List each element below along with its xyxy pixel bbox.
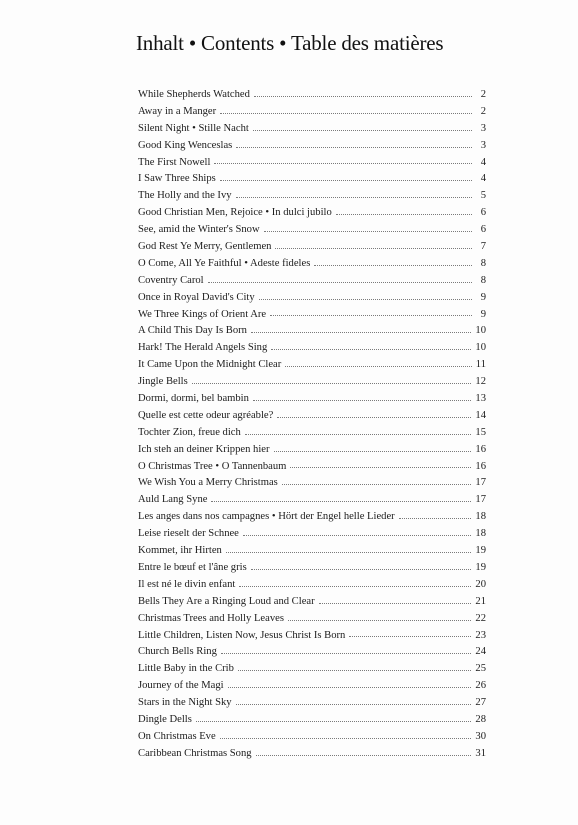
toc-entry-title: On Christmas Eve <box>138 730 216 742</box>
toc-entry-title: Quelle est cette odeur agréable? <box>138 409 274 421</box>
dot-leader <box>239 586 471 587</box>
toc-entry-page-number: 6 <box>480 224 486 236</box>
dot-leader <box>253 400 471 401</box>
toc-entry-page-number: 10 <box>475 342 486 354</box>
dot-leader <box>349 636 471 637</box>
toc-entry-title: A Child This Day Is Born <box>138 325 247 337</box>
toc-entry <box>138 509 486 526</box>
toc-entry-title: Church Bells Ring <box>138 646 217 658</box>
dot-leader <box>211 501 471 502</box>
toc-entry-page-number: 18 <box>475 511 486 523</box>
dot-leader <box>236 704 472 705</box>
toc-entry <box>138 492 486 509</box>
dot-leader <box>277 417 471 418</box>
toc-entry-page-number: 18 <box>475 528 486 540</box>
toc-entry-page-number: 27 <box>475 697 486 709</box>
dot-leader <box>220 738 472 739</box>
toc-entry-title: Il est né le divin enfant <box>138 578 236 590</box>
toc-entry-page-number: 28 <box>475 713 486 725</box>
toc-entry-page-number: 20 <box>475 578 486 590</box>
toc-entry-title: Jingle Bells <box>138 376 188 388</box>
toc-entry-title: Auld Lang Syne <box>138 494 208 506</box>
toc-entry-title: O Christmas Tree • O Tannenbaum <box>138 460 287 472</box>
toc-entry <box>138 188 486 205</box>
toc-entry-page-number: 11 <box>475 359 486 371</box>
toc-entry-page-number: 4 <box>480 173 486 185</box>
toc-entry <box>138 560 486 577</box>
toc-entry-page-number: 2 <box>480 105 486 117</box>
dot-leader <box>220 180 472 181</box>
table-of-contents <box>138 87 486 763</box>
toc-entry-title: Stars in the Night Sky <box>138 697 232 709</box>
dot-leader <box>264 231 472 232</box>
dot-leader <box>243 535 472 536</box>
toc-entry <box>138 205 486 222</box>
toc-entry <box>138 611 486 628</box>
dot-leader <box>274 451 472 452</box>
toc-entry <box>138 577 486 594</box>
toc-entry-page-number: 26 <box>475 680 486 692</box>
toc-entry-title: Little Children, Listen Now, Jesus Christ Is Born <box>138 629 346 641</box>
toc-entry-page-number: 5 <box>480 190 486 202</box>
toc-entry <box>138 357 486 374</box>
toc-entry-title: We Three Kings of Orient Are <box>138 308 267 320</box>
dot-leader <box>236 197 472 198</box>
toc-entry <box>138 678 486 695</box>
dot-leader <box>254 96 472 97</box>
dot-leader <box>336 214 472 215</box>
toc-entry-title: It Came Upon the Midnight Clear <box>138 359 282 371</box>
dot-leader <box>288 620 471 621</box>
toc-entry-page-number: 24 <box>475 646 486 658</box>
toc-entry-title: Dormi, dormi, bel bambin <box>138 393 249 405</box>
toc-entry <box>138 374 486 391</box>
toc-entry-page-number: 25 <box>475 663 486 675</box>
dot-leader <box>285 366 472 367</box>
toc-entry <box>138 475 486 492</box>
toc-entry-title: Little Baby in the Crib <box>138 663 234 675</box>
toc-entry-page-number: 19 <box>475 561 486 573</box>
toc-entry <box>138 644 486 661</box>
toc-entry-title: O Come, All Ye Faithful • Adeste fideles <box>138 257 311 269</box>
toc-entry-page-number: 9 <box>480 291 486 303</box>
toc-entry-page-number: 2 <box>480 89 486 100</box>
page-title: Inhalt • Contents • Table des matières <box>136 31 444 55</box>
toc-entry-page-number: 31 <box>475 747 486 759</box>
toc-entry <box>138 87 486 104</box>
toc-entry-title: Journey of the Magi <box>138 680 224 692</box>
toc-entry-title: Good King Wenceslas <box>138 139 233 151</box>
dot-leader <box>251 569 472 570</box>
toc-entry-title: Tochter Zion, freue dich <box>138 426 241 438</box>
toc-entry <box>138 459 486 476</box>
toc-entry-page-number: 30 <box>475 730 486 742</box>
dot-leader <box>314 265 472 266</box>
toc-entry-page-number: 22 <box>475 612 486 624</box>
toc-entry-title: Ich steh an deiner Krippen hier <box>138 443 270 455</box>
toc-entry-title: Dingle Dells <box>138 713 192 725</box>
toc-entry-title: See, amid the Winter's Snow <box>138 224 260 236</box>
toc-entry-title: Coventry Carol <box>138 274 204 286</box>
dot-leader <box>238 670 471 671</box>
toc-entry-page-number: 14 <box>475 409 486 421</box>
toc-entry <box>138 138 486 155</box>
toc-entry-page-number: 7 <box>480 241 486 253</box>
toc-entry-page-number: 16 <box>475 460 486 472</box>
toc-entry <box>138 746 486 763</box>
dot-leader <box>221 653 472 654</box>
dot-leader <box>319 603 472 604</box>
toc-entry-page-number: 8 <box>480 257 486 269</box>
toc-entry-title: Once in Royal David's City <box>138 291 255 303</box>
dot-leader <box>192 383 472 384</box>
toc-entry-page-number: 10 <box>475 325 486 337</box>
dot-leader <box>275 248 472 249</box>
toc-entry-title: The First Nowell <box>138 156 211 168</box>
toc-entry-page-number: 3 <box>480 122 486 134</box>
toc-entry-page-number: 16 <box>475 443 486 455</box>
dot-leader <box>282 484 472 485</box>
dot-leader <box>208 282 472 283</box>
toc-entry-page-number: 8 <box>480 274 486 286</box>
toc-entry <box>138 171 486 188</box>
toc-entry-title: God Rest Ye Merry, Gentlemen <box>138 241 272 253</box>
toc-entry-title: Kommet, ihr Hirten <box>138 545 222 557</box>
toc-entry-page-number: 4 <box>480 156 486 168</box>
toc-entry-title: Good Christian Men, Rejoice • In dulci jubilo <box>138 207 332 219</box>
toc-entry <box>138 594 486 611</box>
toc-entry-page-number: 13 <box>475 393 486 405</box>
dot-leader <box>236 147 472 148</box>
toc-entry <box>138 661 486 678</box>
toc-entry-title: Hark! The Herald Angels Sing <box>138 342 268 354</box>
toc-entry <box>138 239 486 256</box>
dot-leader <box>228 687 472 688</box>
toc-entry <box>138 543 486 560</box>
toc-entry-title: Away in a Manger <box>138 105 217 117</box>
toc-entry-page-number: 15 <box>475 426 486 438</box>
dot-leader <box>196 721 472 722</box>
toc-entry-title: Bells They Are a Ringing Loud and Clear <box>138 595 315 607</box>
toc-entry <box>138 340 486 357</box>
toc-entry-title: While Shepherds Watched <box>138 89 250 100</box>
toc-entry-title: Caribbean Christmas Song <box>138 747 252 759</box>
dot-leader <box>214 163 472 164</box>
toc-entry <box>138 695 486 712</box>
toc-entry-title: Entre le bœuf et l'âne gris <box>138 561 247 573</box>
toc-entry-title: We Wish You a Merry Christmas <box>138 477 278 489</box>
toc-entry-title: I Saw Three Ships <box>138 173 216 185</box>
dot-leader <box>251 332 471 333</box>
toc-entry <box>138 628 486 645</box>
toc-entry-page-number: 6 <box>480 207 486 219</box>
toc-entry <box>138 155 486 172</box>
toc-entry-title: The Holly and the Ivy <box>138 190 232 202</box>
toc-entry-page-number: 21 <box>475 595 486 607</box>
dot-leader <box>290 467 471 468</box>
toc-entry-title: Silent Night • Stille Nacht <box>138 122 249 134</box>
toc-entry <box>138 408 486 425</box>
toc-entry-page-number: 17 <box>475 477 486 489</box>
toc-entry-page-number: 3 <box>480 139 486 151</box>
toc-entry <box>138 442 486 459</box>
toc-entry <box>138 729 486 746</box>
toc-entry <box>138 273 486 290</box>
toc-entry-page-number: 17 <box>475 494 486 506</box>
toc-entry <box>138 712 486 729</box>
dot-leader <box>256 755 472 756</box>
dot-leader <box>399 518 472 519</box>
toc-entry-page-number: 12 <box>475 376 486 388</box>
dot-leader <box>220 113 472 114</box>
toc-entry <box>138 290 486 307</box>
toc-entry <box>138 425 486 442</box>
dot-leader <box>253 130 472 131</box>
dot-leader <box>259 299 472 300</box>
toc-entry <box>138 307 486 324</box>
dot-leader <box>271 349 471 350</box>
toc-entry-title: Christmas Trees and Holly Leaves <box>138 612 284 624</box>
toc-entry-title: Les anges dans nos campagnes • Hört der Engel helle Lieder <box>138 511 395 523</box>
dot-leader <box>226 552 472 553</box>
toc-entry-page-number: 9 <box>480 308 486 320</box>
toc-entry <box>138 222 486 239</box>
toc-entry-page-number: 19 <box>475 545 486 557</box>
toc-entry <box>138 323 486 340</box>
toc-entry <box>138 104 486 121</box>
dot-leader <box>245 434 472 435</box>
toc-entry-page-number: 23 <box>475 629 486 641</box>
toc-entry <box>138 526 486 543</box>
toc-entry <box>138 256 486 273</box>
toc-entry <box>138 391 486 408</box>
dot-leader <box>270 315 472 316</box>
toc-entry-title: Leise rieselt der Schnee <box>138 528 239 540</box>
toc-entry <box>138 121 486 138</box>
